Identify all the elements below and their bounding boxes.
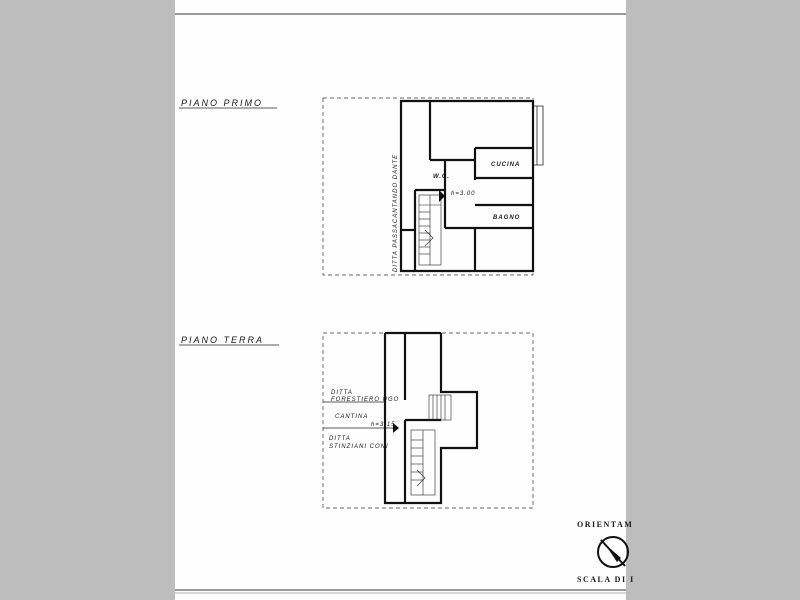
first-floor-balcony [533,106,543,165]
compass-icon [598,537,628,567]
floor-plan-drawing [175,0,635,600]
drawing-sheet [175,0,635,600]
ground-floor-stairs [411,395,451,495]
first-floor-height-label: h=3.00 [451,191,476,197]
scale-label: SCALA DI I [577,575,635,584]
ground-floor-neighbor-top-line1: DITTA [331,390,353,396]
room-label-kitchen: CUCINA [491,162,521,168]
ground-floor-neighbor-top-line2: FORESTIERO UGO [331,397,400,403]
ground-floor-walls [385,333,477,503]
first-floor-lot-outline [323,98,533,275]
ground-floor-neighbor-bottom-line2: STINZIANI CONI [329,444,389,450]
first-floor-plan [179,98,543,275]
first-floor-neighbor-label: DITTA PASSACANTANDO DANTE [393,153,399,272]
first-floor-stair [419,195,441,265]
room-label-bathroom: BAGNO [493,215,521,221]
ground-floor-title: PIANO TERRA [181,335,265,345]
ground-floor-neighbor-bottom-line1: DITTA [329,436,351,442]
ground-floor-plan [179,333,533,508]
ground-floor-height-label: h=3.15 [371,422,396,428]
orientation-label: ORIENTAM [577,520,634,529]
first-floor-walls [401,101,533,271]
room-label-cellar: CANTINA [335,414,369,420]
legend [577,520,635,584]
first-floor-title: PIANO PRIMO [181,98,264,108]
room-label-wc: W.C. [433,174,450,180]
